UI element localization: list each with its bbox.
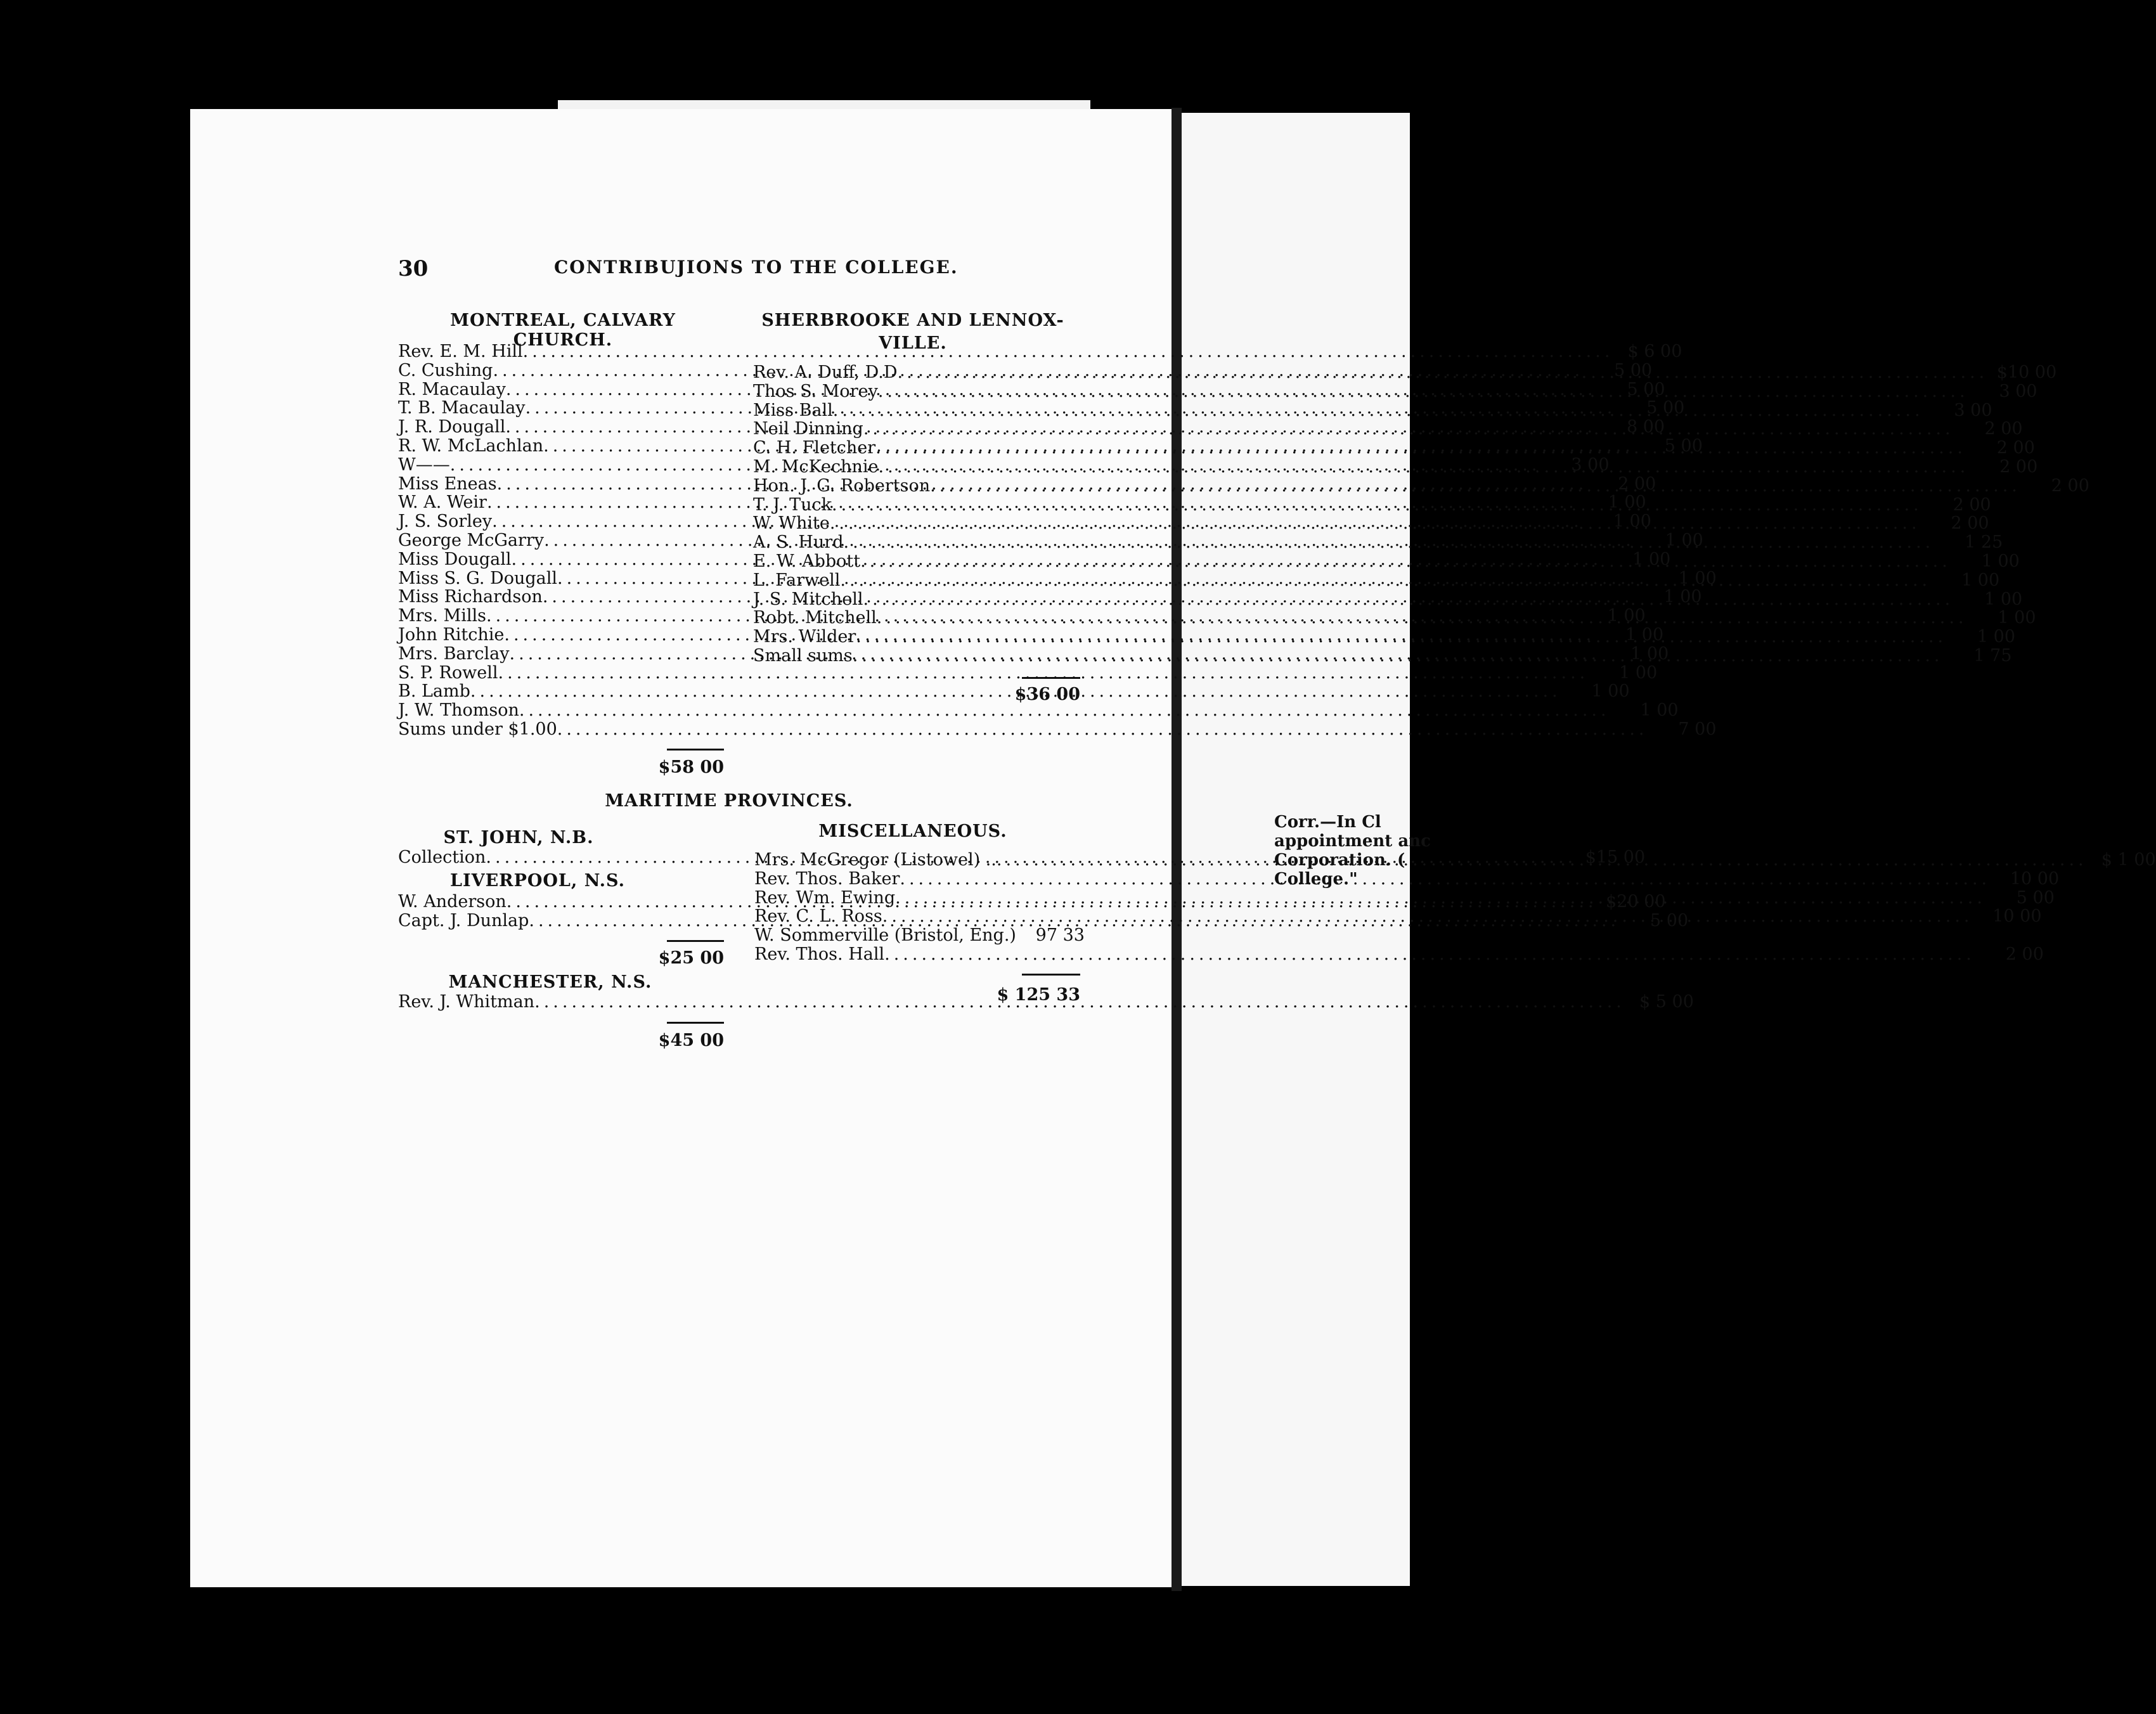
contributor-name: Miss Richardson: [398, 587, 543, 607]
contributor-name: Collection: [398, 847, 486, 867]
contribution-amount: 2 00: [1953, 494, 1991, 515]
contribution-amount: 1 00: [1632, 549, 1671, 569]
contributor-name: John Ritchie: [398, 624, 505, 645]
contributor-name: A. S. Hurd: [753, 532, 844, 553]
contribution-amount: $ 1 00: [2101, 850, 2156, 870]
contributor-name: W. Anderson: [398, 892, 507, 912]
corr-line: Corporation. (: [1274, 851, 1405, 870]
dot-leader: [895, 889, 1986, 908]
contributor-name: L. Farwell: [753, 570, 841, 590]
contributor-name: R. Macaulay: [398, 379, 506, 399]
contributor-name: Miss Eneas: [398, 474, 497, 494]
contribution-amount: 1 00: [1665, 530, 1703, 550]
contribution-row: [753, 475, 2089, 496]
contributor-name: Rev. E. M. Hill: [398, 342, 523, 361]
contribution-amount: 10 00: [2010, 868, 2060, 889]
contribution-amount: 5 00: [1614, 360, 1653, 380]
manchester-heading: MANCHESTER, N.S.: [448, 972, 652, 992]
contributor-name: Rev. Thos. Baker: [754, 868, 900, 889]
contribution-amount: 2 00: [1618, 474, 1656, 494]
contributor-name: T. J. Tuck: [753, 494, 832, 515]
contributor-name: Miss Dougall: [398, 549, 512, 569]
contribution-row: [754, 925, 1085, 946]
page-title: CONTRIBUJIONS TO THE COLLEGE.: [554, 257, 959, 278]
contribution-amount: $ 5 00: [1639, 992, 1694, 1012]
contribution-amount: 2 00: [1996, 438, 2035, 458]
st-john-heading: ST. JOHN, N.B.: [443, 828, 594, 847]
contribution-amount: 3 00: [1999, 381, 2037, 401]
contributor-name: Thos S. Morey: [753, 381, 878, 401]
montreal-total-rule: [667, 749, 724, 751]
misc-total: $ 125 33: [997, 985, 1080, 1005]
dot-leader: [844, 530, 1935, 552]
contribution-amount: 3 00: [1954, 400, 1992, 420]
corr-line: appointment anc: [1274, 832, 1431, 851]
contributor-name: W. Sommerville (Bristol, Eng.): [754, 925, 1016, 946]
contribution-amount: 1 75: [1973, 645, 2012, 666]
dot-leader: [898, 360, 1989, 382]
liverpool-total-rule: [667, 940, 724, 942]
contribution-amount: 2 00: [1951, 513, 1989, 534]
contribution-amount: 1 00: [1984, 589, 2023, 609]
contributor-name: Rev. A. Duff, D.D: [753, 363, 898, 382]
page-number: 30: [398, 256, 429, 281]
contributor-name: J. R. Dougall: [398, 417, 506, 437]
dot-leader: [498, 664, 1589, 683]
contribution-amount: 97 33: [1035, 925, 1085, 946]
sherbrooke-heading-line1: SHERBROOKE AND LENNOX-: [761, 311, 1064, 330]
contributor-name: J. W. Thomson: [398, 700, 519, 721]
manchester-total: $45 00: [658, 1031, 724, 1050]
contributor-name: Capt. J. Dunlap: [398, 910, 529, 931]
contributor-name: Rev. Wm. Ewing: [754, 887, 896, 908]
contribution-amount: 5 00: [1650, 910, 1689, 931]
contribution-amount: 1 00: [1981, 551, 2020, 571]
contributor-name: W. A. Weir: [398, 493, 487, 513]
contribution-amount: 5 00: [1664, 435, 1703, 456]
contributor-name: Small sums: [753, 645, 853, 666]
contribution-amount: 1 00: [1678, 568, 1717, 588]
dot-leader: [877, 606, 1968, 628]
sherbrooke-total: $36 00: [1014, 685, 1080, 704]
contribution-amount: 8 00: [1626, 417, 1665, 437]
dot-leader: [875, 435, 1966, 458]
contributor-name: Mrs. McGregor (Listowel) ..: [754, 850, 997, 870]
dot-leader: [863, 587, 1954, 609]
dot-leader: [997, 851, 2088, 870]
contribution-amount: 1 00: [1640, 700, 1679, 721]
contributor-name: C. Cushing: [398, 360, 493, 380]
contributor-name: S. P. Rowell: [398, 662, 498, 683]
contributor-name: T. B. Macaulay: [398, 398, 526, 418]
contribution-row: [753, 570, 2000, 590]
contribution-amount: $20 00: [1606, 892, 1666, 912]
contribution-amount: 3 00: [1571, 454, 1610, 475]
contribution-row: [754, 944, 2044, 964]
dot-leader: [840, 568, 1931, 590]
contribution-amount: 1 00: [1607, 606, 1646, 626]
contributor-name: Rev. J. Whitman: [398, 992, 535, 1012]
contribution-row: [753, 589, 2023, 609]
dot-leader: [863, 417, 1954, 439]
contribution-row: [398, 719, 1717, 739]
contribution-amount: 1 00: [1619, 662, 1658, 683]
contribution-row: [398, 662, 1658, 683]
contribution-row: [753, 608, 2036, 628]
contributor-name: Sums under $1.00: [398, 719, 557, 739]
contributor-name: Mrs. Mills: [398, 606, 486, 626]
contributor-name: R. W. McLachlan: [398, 435, 544, 456]
contributor-name: Robt. Mitchell: [753, 608, 877, 628]
contribution-row: [753, 627, 2016, 647]
contribution-amount: 7 00: [1678, 719, 1717, 739]
contribution-amount: 5 00: [1627, 379, 1665, 399]
dot-leader: [884, 945, 1975, 964]
contribution-amount: $ 6 00: [1627, 342, 1682, 361]
liverpool-total: $25 00: [658, 948, 724, 968]
contributor-name: J. S. Sorley: [398, 512, 493, 532]
contributor-name: Rev. Thos. Hall: [754, 944, 885, 964]
dot-leader: [853, 643, 1944, 666]
contribution-amount: 2 00: [2005, 944, 2044, 964]
dot-leader: [830, 514, 1921, 533]
contributor-name: W——: [398, 454, 450, 475]
contribution-amount: 1 00: [1630, 643, 1669, 664]
contributor-name: J. S. Mitchell: [753, 589, 863, 609]
contribution-row: [753, 551, 2020, 571]
contribution-amount: 2 00: [1984, 419, 2023, 439]
misc-heading: MISCELLANEOUS.: [818, 822, 1007, 841]
contribution-amount: 1 00: [1663, 587, 1702, 607]
contribution-amount: $15 00: [1585, 847, 1646, 867]
contributor-name: Mrs. Barclay: [398, 643, 510, 664]
sherbrooke-heading-line2: VILLE.: [879, 333, 947, 353]
contributor-name: Rev. C. L. Ross: [754, 906, 882, 927]
dot-leader: [860, 549, 1951, 571]
corr-line: Corr.—In Cl: [1274, 813, 1381, 832]
montreal-total: $58 00: [658, 757, 724, 777]
contributor-name: Miss S. G. Dougall: [398, 568, 557, 588]
dot-leader: [879, 454, 1970, 477]
contribution-row: [398, 700, 1679, 721]
contribution-amount: 2 00: [1999, 456, 2038, 477]
dot-leader: [882, 907, 1973, 926]
contribution-amount: 1 00: [1591, 681, 1630, 702]
contributor-name: W. White: [753, 513, 830, 534]
contribution-amount: 1 00: [1613, 512, 1651, 532]
dot-leader: [930, 474, 2021, 496]
contributor-name: B. Lamb: [398, 681, 470, 702]
dot-leader: [900, 870, 1991, 889]
contribution-amount: 10 00: [1992, 906, 2042, 927]
dot-leader: [833, 398, 1924, 420]
contribution-amount: $10 00: [1996, 363, 2057, 382]
contributor-name: Hon. J. G. Robertson: [753, 475, 931, 496]
contribution-amount: 1 00: [1998, 608, 2036, 628]
contribution-amount: 1 25: [1965, 532, 2003, 553]
misc-total-rule: [1022, 974, 1080, 976]
contributor-name: C. H. Fletcher: [753, 438, 876, 458]
liverpool-heading: LIVERPOOL, N.S.: [450, 871, 625, 891]
dot-leader: [832, 496, 1923, 515]
corr-note: [1274, 813, 1431, 889]
dot-leader: [878, 379, 1969, 401]
montreal-heading: MONTREAL, CALVARY CHURCH.: [450, 311, 676, 350]
contribution-amount: 1 00: [1961, 570, 2000, 590]
contribution-amount: 1 00: [1977, 627, 2016, 647]
sherbrooke-total-rule: [1022, 677, 1080, 679]
dot-leader: [856, 624, 1947, 647]
contributor-name: Neil Dinning: [753, 419, 863, 439]
contributor-name: George McGarry: [398, 530, 545, 550]
contributor-name: Miss Ball: [753, 400, 833, 420]
contribution-amount: 2 00: [2051, 475, 2089, 496]
contribution-amount: 1 00: [1608, 493, 1646, 513]
contribution-amount: 5 00: [1646, 398, 1685, 418]
contribution-amount: 1 00: [1625, 624, 1664, 645]
manchester-total-rule: [667, 1022, 724, 1024]
contributor-name: M. McKechnie: [753, 456, 879, 477]
maritime-heading: MARITIME PROVINCES.: [605, 791, 853, 811]
dot-leader: [557, 720, 1648, 739]
corr-line: College.": [1274, 870, 1358, 889]
contribution-amount: 5 00: [2016, 887, 2055, 908]
contributor-name: E. W. Abbott: [753, 551, 861, 571]
contributor-name: Mrs. Wilder: [753, 627, 856, 647]
